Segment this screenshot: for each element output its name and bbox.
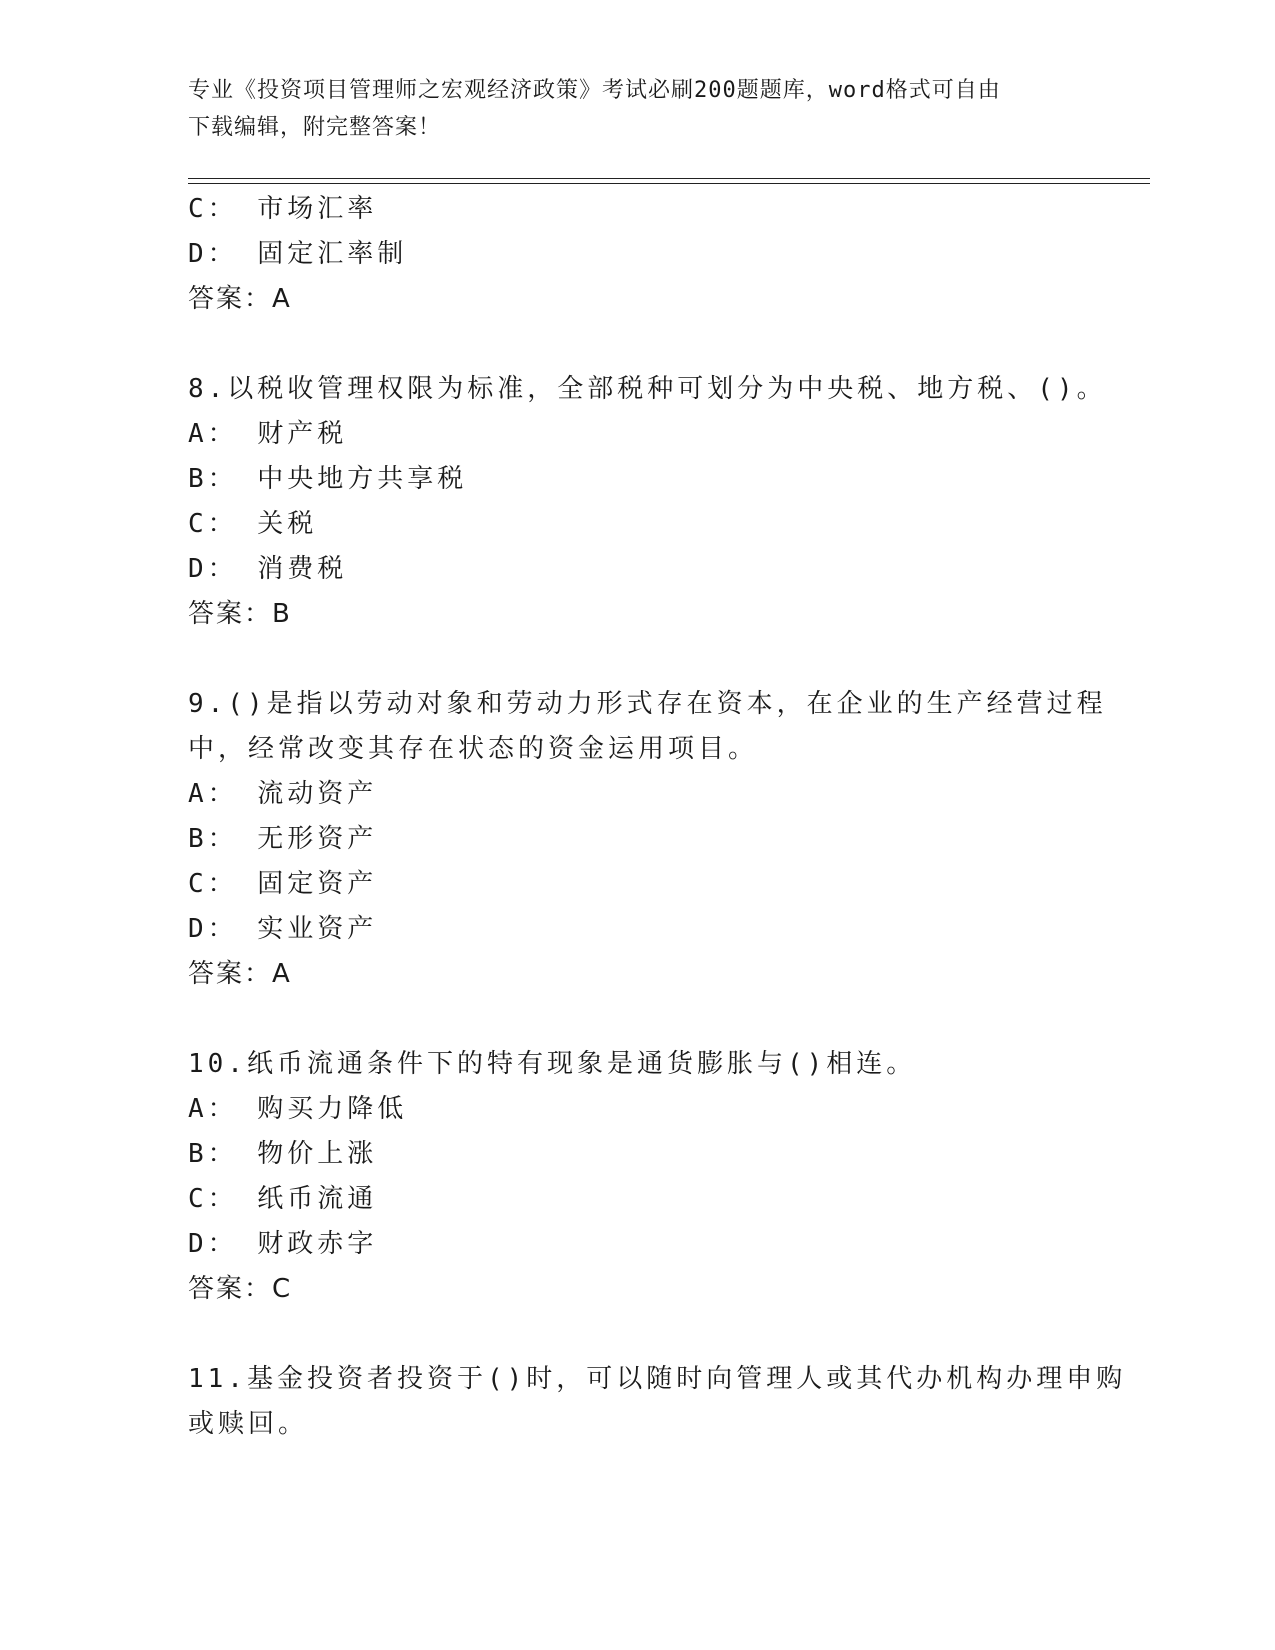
q8-answer: 答案：B: [188, 599, 292, 629]
q10-option-a: A： 购买力降低: [188, 1094, 408, 1124]
q11-stem-line-1: 11.基金投资者投资于()时，可以随时向管理人或其代办机构办理申购: [188, 1364, 1127, 1394]
q8-option-c: C： 关税: [188, 509, 318, 539]
header-divider-bottom: [188, 183, 1150, 184]
q10-stem: 10.纸币流通条件下的特有现象是通货膨胀与()相连。: [188, 1049, 917, 1079]
q7-answer: 答案：A: [188, 284, 292, 314]
document-header: [188, 72, 1068, 146]
q7-option-c: C： 市场汇率: [188, 194, 378, 224]
q10-option-d: D： 财政赤字: [188, 1229, 378, 1259]
q8-option-b: B： 中央地方共享税: [188, 464, 468, 494]
q11-stem-line-2: 或赎回。: [188, 1409, 309, 1439]
q9-option-a: A： 流动资产: [188, 779, 378, 809]
q9-answer: 答案：A: [188, 959, 292, 989]
q8-option-a: A： 财产税: [188, 419, 348, 449]
q9-option-c: C： 固定资产: [188, 869, 378, 899]
header-line-1: 专业《投资项目管理师之宏观经济政策》考试必刷200题题库，word格式可自由: [188, 78, 1001, 103]
q9-stem-line-2: 中，经常改变其存在状态的资金运用项目。: [188, 734, 759, 764]
q10-option-c: C： 纸币流通: [188, 1184, 378, 1214]
q9-stem-line-1: 9.()是指以劳动对象和劳动力形式存在资本，在企业的生产经营过程: [188, 689, 1107, 719]
q7-option-d: D： 固定汇率制: [188, 239, 408, 269]
header-line-2: 下载编辑，附完整答案！: [188, 115, 442, 140]
q8-option-d: D： 消费税: [188, 554, 348, 584]
q9-option-b: B： 无形资产: [188, 824, 378, 854]
q9-option-d: D： 实业资产: [188, 914, 378, 944]
header-divider-top: [188, 178, 1150, 179]
q10-answer: 答案：C: [188, 1274, 293, 1304]
q8-stem: 8.以税收管理权限为标准，全部税种可划分为中央税、地方税、()。: [188, 374, 1107, 404]
q10-option-b: B： 物价上涨: [188, 1139, 378, 1169]
